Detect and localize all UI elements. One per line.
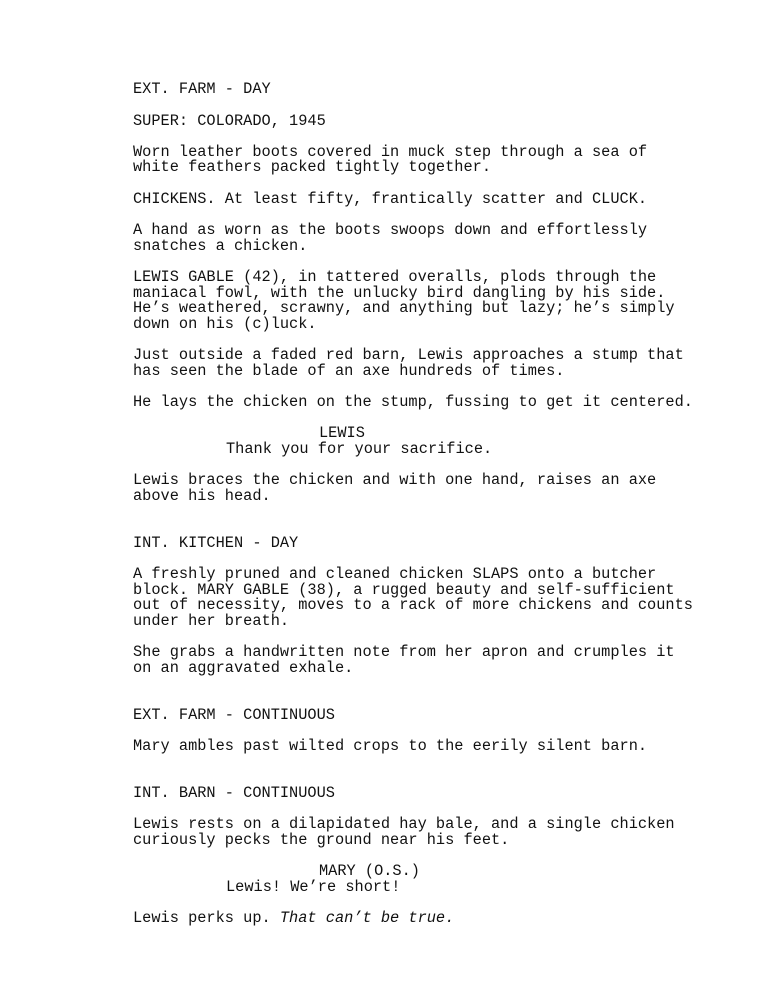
action-line: LEWIS GABLE (42), in tattered overalls, plods through the [133, 268, 657, 286]
action-text-italic: That can’t be true. [279, 909, 455, 927]
super-title: SUPER: COLORADO, 1945 [133, 112, 326, 130]
action-line: down on his (c)luck. [133, 315, 317, 333]
action-line: Lewis braces the chicken and with one hand, raises an axe [133, 471, 657, 489]
action-line: CHICKENS. At least fifty, frantically scatter and CLUCK. [133, 190, 648, 208]
action-line: A freshly pruned and cleaned chicken SLAPS onto a butcher [133, 565, 657, 583]
action-text: Lewis perks up. [133, 909, 280, 927]
action-line: Just outside a faded red barn, Lewis approaches a stump that [133, 346, 684, 364]
action-line: block. MARY GABLE (38), a rugged beauty and self-sufficient [133, 581, 675, 599]
dialogue-line: Lewis! We’re short! [226, 878, 401, 896]
action-line: He’s weathered, scrawny, and anything but lazy; he’s simply [133, 299, 675, 317]
action-line: She grabs a handwritten note from her apron and crumples it [133, 643, 675, 661]
action-line: He lays the chicken on the stump, fussing to get it centered. [133, 393, 693, 411]
action-line: A hand as worn as the boots swoops down and effortlessly [133, 221, 648, 239]
action-line: on an aggravated exhale. [133, 659, 354, 677]
action-line: snatches a chicken. [133, 237, 308, 255]
scene-heading: INT. KITCHEN - DAY [133, 534, 299, 552]
dialogue-line: Thank you for your sacrifice. [226, 440, 493, 458]
scene-heading: INT. BARN - CONTINUOUS [133, 784, 335, 802]
scene-heading: EXT. FARM - DAY [133, 80, 271, 98]
action-line [133, 911, 454, 927]
scene-heading: EXT. FARM - CONTINUOUS [133, 706, 335, 724]
character-cue: LEWIS [319, 424, 365, 442]
action-line: Worn leather boots covered in muck step through a sea of [133, 143, 648, 161]
action-line: white feathers packed tightly together. [133, 158, 492, 176]
action-line: has seen the blade of an axe hundreds of times. [133, 362, 565, 380]
action-line: out of necessity, moves to a rack of more chickens and counts [133, 596, 693, 614]
action-line: Lewis rests on a dilapidated hay bale, and a single chicken [133, 815, 675, 833]
action-line: above his head. [133, 487, 271, 505]
action-line: under her breath. [133, 612, 290, 630]
action-line: maniacal fowl, with the unlucky bird dangling by his side. [133, 284, 666, 302]
action-line: Mary ambles past wilted crops to the eerily silent barn. [133, 737, 648, 755]
action-line: curiously pecks the ground near his feet. [133, 831, 510, 849]
character-cue: MARY (O.S.) [319, 862, 420, 880]
